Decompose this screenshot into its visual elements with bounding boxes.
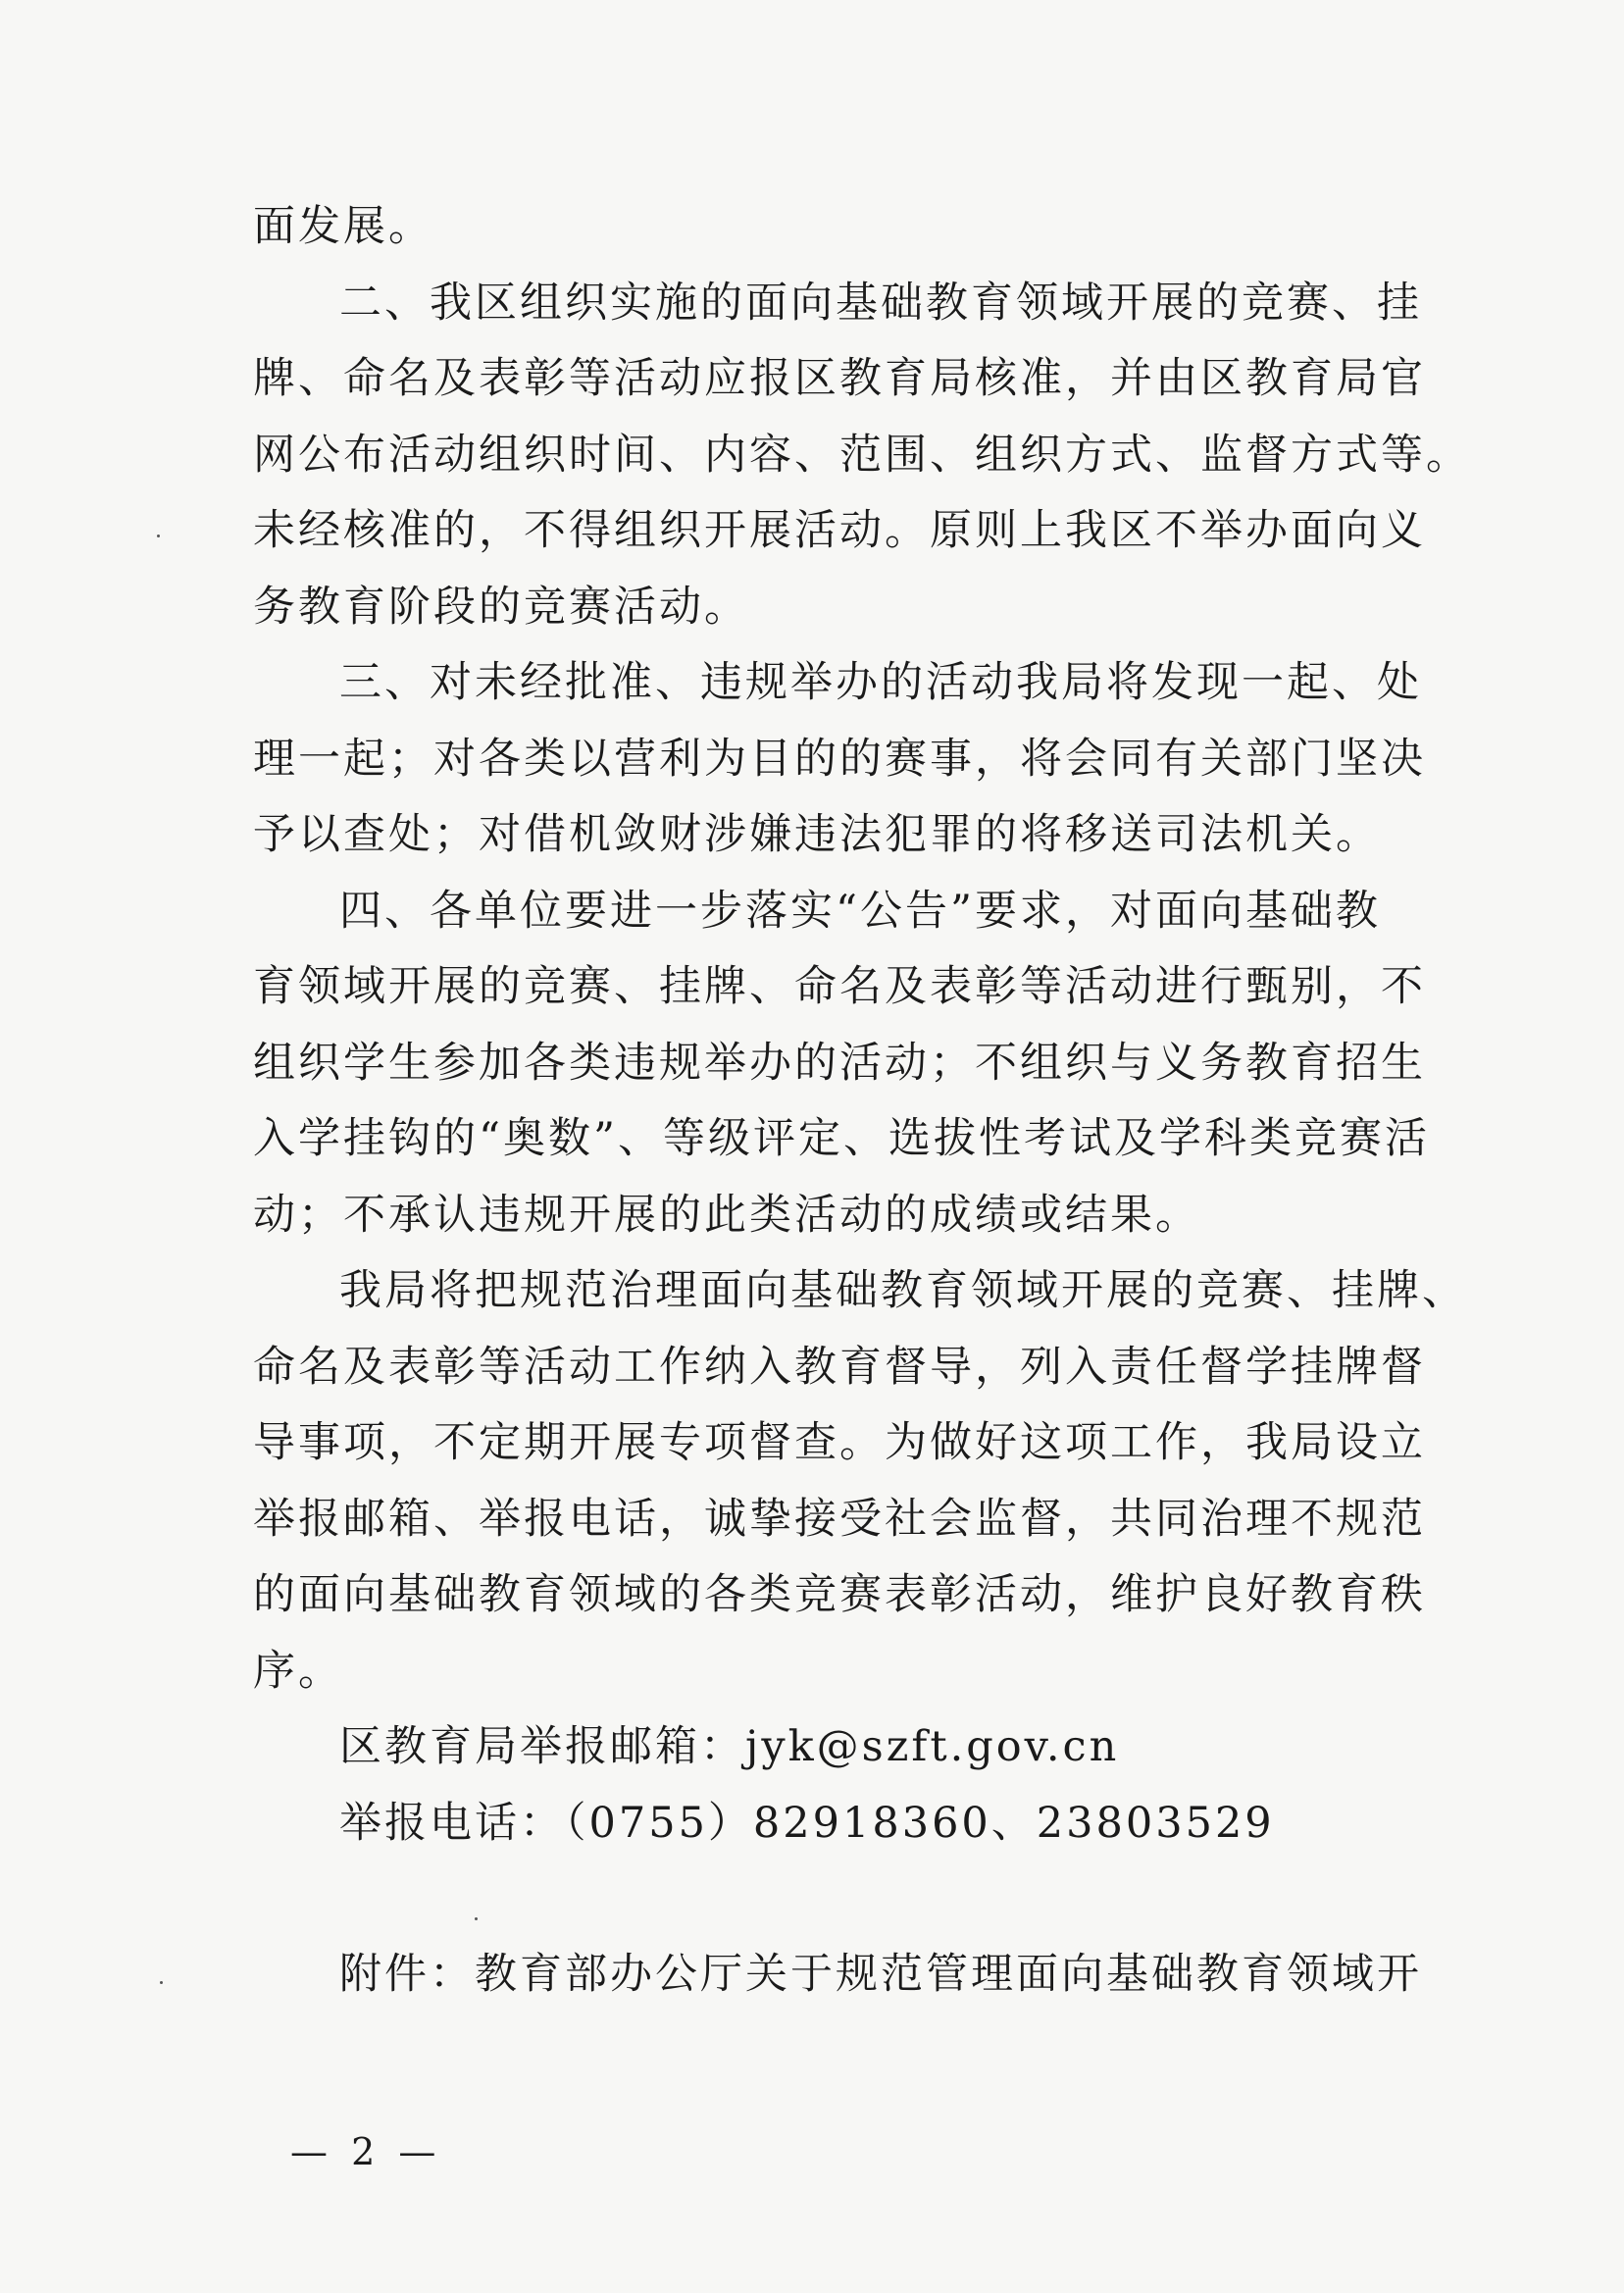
body-line: 面发展。 <box>253 202 433 251</box>
body-line: 组织学生参加各类违规举办的活动；不组织与义务教育招生 <box>253 1038 1426 1088</box>
body-line: 育领域开展的竞赛、挂牌、命名及表彰等活动进行甄别，不 <box>253 962 1426 1011</box>
scan-speck <box>475 1917 478 1920</box>
body-line: 命名及表彰等活动工作纳入教育督导，列入责任督学挂牌督 <box>253 1342 1426 1392</box>
report-phone: 举报电话：（0755）82918360、23803529 <box>339 1798 1275 1848</box>
scan-speck <box>160 1981 163 1984</box>
report-email: 区教育局举报邮箱：jyk@szft.gov.cn <box>339 1722 1120 1771</box>
body-line: 务教育阶段的竞赛活动。 <box>253 582 749 632</box>
body-line: 未经核准的，不得组织开展活动。原则上我区不举办面向义 <box>253 506 1426 555</box>
page-number: — 2 — <box>290 2130 442 2173</box>
paragraph-2-start: 二、我区组织实施的面向基础教育领域开展的竞赛、挂 <box>339 278 1422 328</box>
body-line: 理一起；对各类以营利为目的的赛事，将会同有关部门坚决 <box>253 734 1426 784</box>
paragraph-5-start: 我局将把规范治理面向基础教育领域开展的竞赛、挂牌、 <box>339 1266 1467 1315</box>
body-line: 入学挂钩的“奥数”、等级评定、选拔性考试及学科类竞赛活 <box>253 1114 1430 1163</box>
body-line: 序。 <box>253 1646 343 1696</box>
body-line: 导事项，不定期开展专项督查。为做好这项工作，我局设立 <box>253 1418 1426 1467</box>
paragraph-4-start: 四、各单位要进一步落实“公告”要求，对面向基础教 <box>339 886 1381 936</box>
document-body <box>253 189 1471 2013</box>
scan-speck <box>157 535 160 537</box>
attachment-line: 附件：教育部办公厅关于规范管理面向基础教育领域开 <box>339 1950 1422 1999</box>
body-line: 予以查处；对借机敛财涉嫌违法犯罪的将移送司法机关。 <box>253 810 1381 859</box>
body-line: 的面向基础教育领域的各类竞赛表彰活动，维护良好教育秩 <box>253 1570 1426 1619</box>
body-line: 网公布活动组织时间、内容、范围、组织方式、监督方式等。 <box>253 430 1471 480</box>
body-line: 牌、命名及表彰等活动应报区教育局核准，并由区教育局官 <box>253 354 1426 403</box>
spacer <box>253 1861 1381 1937</box>
body-line: 动；不承认违规开展的此类活动的成绩或结果。 <box>253 1190 1200 1240</box>
paragraph-3-start: 三、对未经批准、违规举办的活动我局将发现一起、处 <box>339 658 1422 707</box>
body-line: 举报邮箱、举报电话，诚挚接受社会监督，共同治理不规范 <box>253 1494 1426 1544</box>
